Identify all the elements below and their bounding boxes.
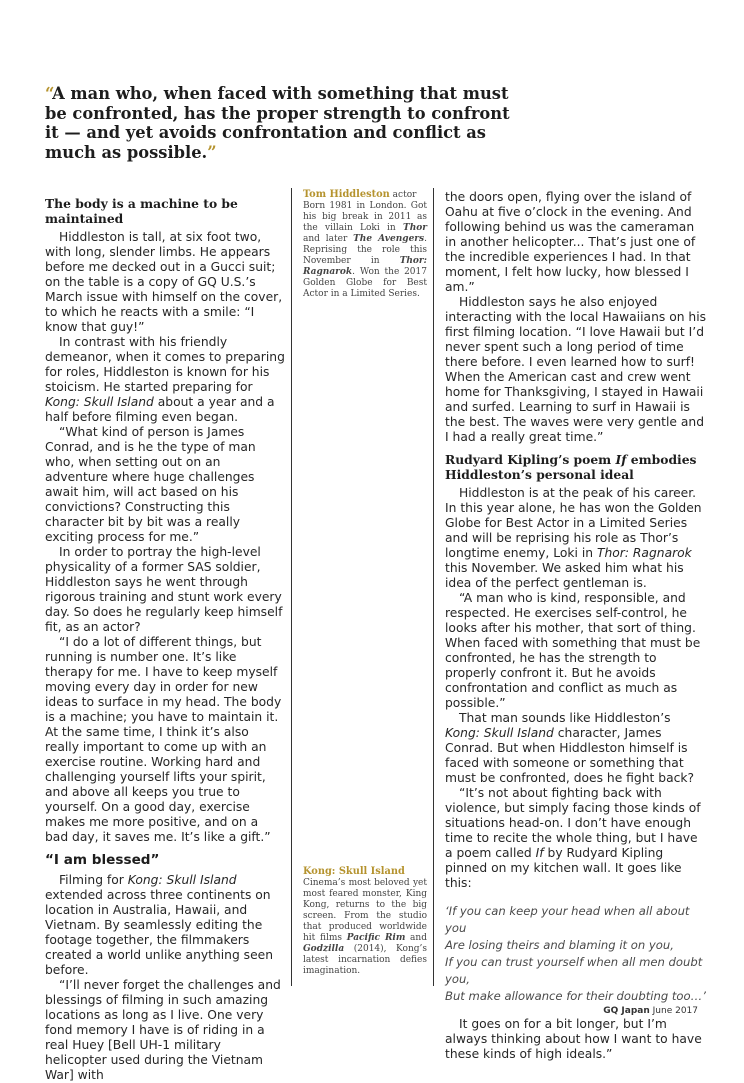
pull-quote-text: A man who, when faced with something that must be confronted, has the proper strength to confront it — and yet avoids confrontation and conflict as much as possible.	[45, 84, 510, 162]
sidebar-tom-hiddleston: Tom Hiddleston actor Born 1981 in London. Got his big break in 2011 as the villain Loki in Thor and later The Avengers. Reprising the role this November in Thor: Ragnarok. Won the 2017 Golden Globe for Best Actor in a Limited Series.	[303, 189, 427, 299]
paragraph: It goes on for a bit longer, but I’m always thinking about how I want to have these kinds of high ideals.”	[445, 1017, 702, 1061]
sidebar-title: Tom Hiddleston	[303, 189, 390, 200]
paragraph: “A man who is kind, responsible, and respected. He exercises self-control, he looks after his mother, that sort of thing. When faced with something that must be confronted, he has the strength to properly confront it. But he avoids confrontation and conflict as much as possible.”	[445, 591, 701, 710]
poem-line: If you can trust yourself when all men doubt you,	[445, 955, 703, 986]
poem-line: Are losing theirs and blaming it on you,	[445, 938, 674, 952]
right-column	[445, 190, 707, 1062]
pull-quote	[45, 84, 525, 162]
pull-quote-open-mark: “	[45, 84, 53, 103]
paragraph: “It’s not about fighting back with violence, but simply facing those kinds of situations head-on. I don’t have enough time to recite the whole thing, but I have a poem called If by Rudyard Kipling pinned on my kitchen wall. It goes like this:	[445, 786, 701, 890]
page-footer	[603, 1006, 698, 1016]
paragraph: the doors open, flying over the island of Oahu at five o’clock in the evening. And following behind us was the cameraman in another helicopter... That’s just one of the incredible experiences I had. In that moment, I felt how lucky, how blessed I am.”	[445, 190, 696, 294]
section-heading-kipling: Rudyard Kipling’s poem If embodies Hiddleston’s personal ideal	[445, 452, 697, 482]
column-divider	[433, 188, 434, 986]
paragraph: Hiddleston is at the peak of his career. In this year alone, he has won the Golden Globe for Best Actor in a Limited Series and will be reprising his role as Thor’s longtime enemy, Loki in Thor: Ragnarok this November. We asked him what his idea of the perfect gentleman is.	[445, 486, 702, 590]
footer-issue: June 2017	[649, 1006, 698, 1016]
section-heading-blessed: “I am blessed”	[45, 852, 160, 868]
pull-quote-close-mark: ”	[207, 142, 217, 162]
sidebar-role: actor	[389, 190, 417, 200]
paragraph: That man sounds like Hiddleston’s Kong: Skull Island character, James Conrad. But when Hiddleston himself is faced with someone or something that must be confronted, does he fight back?	[445, 711, 695, 785]
paragraph: In contrast with his friendly demeanor, when it comes to preparing for roles, Hiddleston is known for his stoicism. He started preparing for Kong: Skull Island about a year and a half before filming even began.	[45, 335, 285, 424]
left-column	[45, 197, 285, 1083]
sidebar-title: Kong: Skull Island	[303, 866, 405, 877]
sidebar-kong-skull-island: Kong: Skull Island Cinema’s most beloved yet most feared monster, King Kong, returns to the big screen. From the studio that produced worldwide hit films Pacific Rim and Godzilla (2014), Kong’s latest incarnation defies imagination.	[303, 866, 427, 976]
poem-line: But make allowance for their doubting too…’	[445, 989, 706, 1003]
paragraph: “I do a lot of different things, but running is number one. It’s like therapy for me. I have to keep myself moving every day in order for new ideas to surface in my head. The body is a machine; you have to maintain it. At the same time, I think it’s also really important to come up with an exercise routine. Working hard and challenging yourself lifts your spirit, and above all keeps you true to yourself. On a good day, exercise makes me more positive, and on a bad day, it saves me. It’s like a gift.”	[45, 635, 282, 844]
paragraph: “I’ll never forget the challenges and blessings of filming in such amazing locations as long as I live. One very fond memory I have is of riding in a real Huey [Bell UH-1 military helicopter used during the Vietnam War] with	[45, 978, 281, 1082]
paragraph: Filming for Kong: Skull Island extended across three continents on location in Australia, Hawaii, and Vietnam. By seamlessly editing the footage together, the filmmakers created a world unlike anything seen before.	[45, 873, 274, 977]
footer-magazine: GQ Japan	[603, 1006, 650, 1016]
paragraph: Hiddleston is tall, at six foot two, with long, slender limbs. He appears before me decked out in a Gucci suit; on the table is a copy of GQ U.S.’s March issue with himself on the cover, to which he reacts with a smile: “I know that guy!”	[45, 230, 283, 334]
poem-excerpt	[445, 903, 707, 1005]
paragraph: Hiddleston says he also enjoyed interacting with the local Hawaiians on his first filming location. “I love Hawaii but I’d never spent such a long period of time there before. I even learned how to surf! When the American cast and crew went home for Thanksgiving, I stayed in Hawaii and surfed. Learning to surf in Hawaii is the best. The waves were very gentle and I had a really great time.”	[445, 295, 707, 444]
paragraph: In order to portray the high-level physicality of a former SAS soldier, Hiddleston says he went through rigorous training and stunt work every day. So does he regularly keep himself fit, as an actor?	[45, 545, 283, 634]
section-heading-body-machine: The body is a machine to be maintained	[45, 196, 238, 226]
paragraph: “What kind of person is James Conrad, and is he the type of man who, when setting out on an adventure where huge challenges await him, will act based on his convictions? Constructing this character bit by bit was a really exciting process for me.”	[45, 425, 256, 544]
poem-line: ‘If you can keep your head when all about you	[445, 904, 690, 935]
column-divider	[291, 188, 292, 986]
